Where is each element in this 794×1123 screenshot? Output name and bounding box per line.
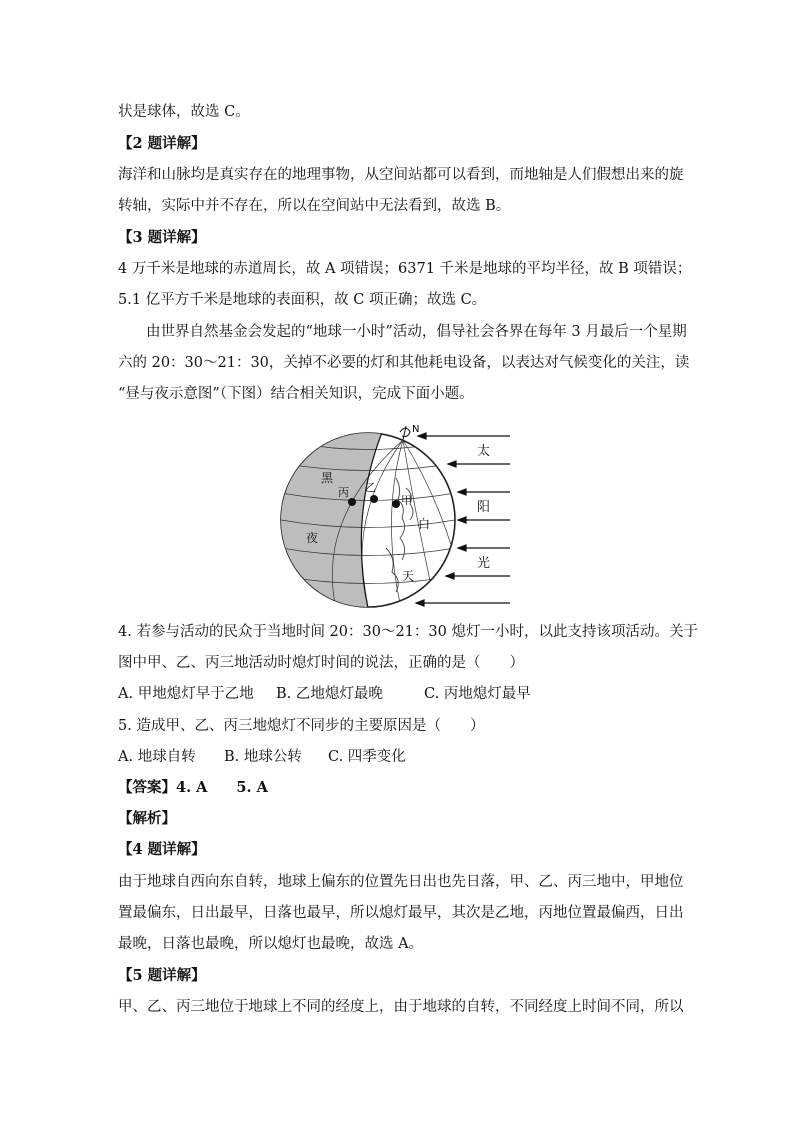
jia-label: 甲 [401,494,412,507]
text-line: 置最偏东，日出最早，日落也最早，所以熄灯最早，其次是乙地，丙地位置最偏西，日出 [118,905,684,921]
yi-marker [370,495,378,503]
q5-options [118,747,678,767]
text-line: 最晚，日落也最晚，所以熄灯也最晚，故选 A。 [118,936,424,952]
night-label-1: 黑 [321,471,334,485]
question-4: 4. 若参与活动的民众于当地时间 20：30～21：30 熄灯一小时，以此支持该项活动。关于 [118,624,698,640]
section-heading: 【解析】 [118,810,176,827]
text-line: 甲、乙、丙三地位于地球上不同的经度上，由于地球的自转，不同经度上时间不同，所以 [118,999,684,1015]
text-line: 转轴，实际中并不存在，所以在空间站中无法看到，故选 B。 [118,198,511,214]
text-line: 4 万千米是地球的赤道周长，故 A 项错误；6371 千米是地球的平均半径，故 B 项错误； [118,261,692,277]
sun-label-3: 光 [477,556,491,571]
text-line: 由世界自然基金会发起的“地球一小时”活动，倡导社会各界在每年 3 月最后一个星期 [146,324,687,340]
q4-options [118,684,678,704]
text-line: 状是球体，故选 C。 [118,104,250,120]
sun-label-1: 太 [477,444,491,459]
day-label-2: 天 [402,569,415,583]
section-heading: 【5 题详解】 [118,967,206,984]
bing-label: 丙 [338,486,349,499]
answer-line: 【答案】4. A 5. A [118,779,268,796]
text-line: 海洋和山脉均是真实存在的地理事物，从空间站都可以看到，而地轴是人们假想出来的旋 [118,167,684,183]
q4-option-b: B. 乙地熄灯最晚 [276,686,383,702]
yi-label: 乙 [365,481,376,494]
text-line: 由于地球自西向东自转，地球上偏东的位置先日出也先日落，甲、乙、丙三地中，甲地位 [118,874,684,890]
text-line: “昼与夜示意图”（下图）结合相关知识，完成下面小题。 [118,386,474,402]
jia-marker [392,500,400,508]
q4-option-c: C. 丙地熄灯最早 [424,686,531,702]
bing-marker [348,498,356,506]
question-5: 5. 造成甲、乙、丙三地熄灯不同步的主要原因是（ ） [118,718,485,734]
sun-label-2: 阳 [477,500,491,515]
q5-option-c: C. 四季变化 [328,749,406,765]
day-label-1: 白 [418,517,431,531]
q5-option-b: B. 地球公转 [224,749,302,765]
section-heading: 【2 题详解】 [118,135,206,152]
night-label-2: 夜 [306,531,319,545]
section-heading: 【3 题详解】 [118,229,206,246]
q5-option-a: A. 地球自转 [118,749,196,765]
globe-diagram [276,418,516,608]
text-line: 图中甲、乙、丙三地活动时熄灯时间的说法，正确的是（ ） [118,655,524,671]
north-label: N [412,424,420,435]
text-line: 5.1 亿平方千米是地球的表面积，故 C 项正确；故选 C。 [118,292,487,308]
section-heading: 【4 题详解】 [118,841,206,858]
day-night-figure [276,418,516,608]
text-line: 六的 20：30～21：30，关掉不必要的灯和其他耗电设备，以表达对气候变化的关注，读 [118,355,690,371]
q4-option-a: A. 甲地熄灯早于乙地 [118,686,254,702]
